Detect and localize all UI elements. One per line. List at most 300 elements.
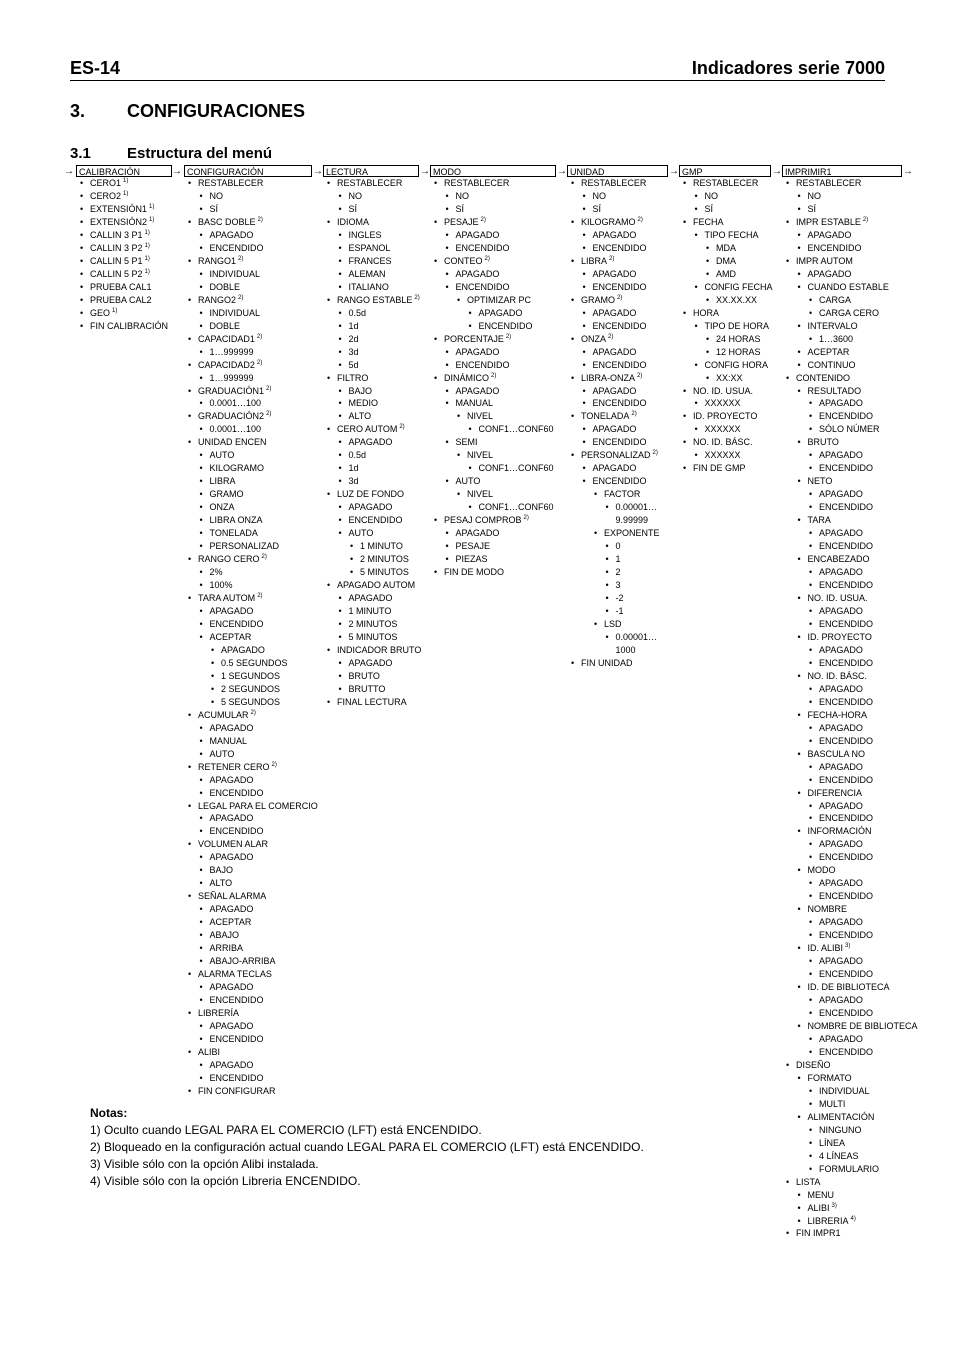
menu-item-label: FIN CONFIGURAR — [198, 1085, 276, 1096]
menu-item — [786, 177, 918, 190]
menu-item-label: ABAJO-ARRIBA — [209, 956, 276, 967]
menu-item — [796, 838, 918, 851]
menu-item-label: LIBRA-ONZA — [581, 372, 636, 383]
bullet-icon: • — [338, 190, 342, 201]
menu-item-label: SÍ — [455, 203, 465, 214]
menu-item-label: SÍ — [704, 203, 714, 214]
menu-item-label: ENCENDIDO — [592, 398, 647, 409]
bullet-icon: • — [797, 631, 801, 642]
bullet-icon: • — [468, 424, 472, 435]
menu-item — [444, 540, 556, 553]
menu-item-label: MANUAL — [209, 735, 248, 746]
menu-item-label: APAGADO — [819, 528, 863, 539]
menu-item-label: ENCENDIDO — [819, 696, 874, 707]
menu-item — [796, 579, 918, 592]
bullet-icon: • — [809, 839, 813, 850]
menu-item-label: ENCENDIDO — [819, 852, 874, 863]
menu-item — [796, 514, 918, 527]
menu-item-label: ENCENDIDO — [592, 281, 647, 292]
menu-item — [444, 320, 556, 333]
bullet-icon: • — [188, 969, 192, 980]
menu-item-list — [683, 177, 773, 475]
bullet-icon: • — [683, 463, 687, 474]
bullet-icon: • — [809, 567, 813, 578]
bullet-icon: • — [457, 489, 461, 500]
menu-item — [796, 527, 918, 540]
menu-item — [198, 787, 318, 800]
menu-item-label: CONTEO — [444, 255, 483, 266]
menu-item — [693, 203, 773, 216]
notes-title: Notas: — [90, 1106, 128, 1120]
bullet-icon: • — [809, 930, 813, 941]
menu-item — [434, 372, 556, 385]
menu-item-label: NO. ID. BÁSC. — [807, 670, 868, 681]
footnote-marker: 2) — [609, 255, 615, 262]
bullet-icon: • — [797, 1111, 801, 1122]
menu-item-label: 5 MINUTOS — [360, 567, 409, 578]
bullet-icon: • — [683, 385, 687, 396]
menu-item — [581, 527, 668, 540]
bullet-icon: • — [199, 1033, 203, 1044]
menu-item-label: BRUTO — [348, 670, 380, 681]
footnote-marker: 2) — [862, 216, 869, 223]
menu-item — [80, 177, 172, 190]
menu-item-label: APAGADO — [209, 982, 254, 993]
bullet-icon: • — [809, 774, 813, 785]
menu-item — [796, 1163, 918, 1176]
menu-item — [337, 346, 421, 359]
bullet-icon: • — [80, 281, 84, 292]
bullet-icon: • — [797, 359, 801, 370]
menu-item — [434, 255, 556, 268]
menu-item-label: 1 MINUTO — [360, 541, 403, 552]
bullet-icon: • — [809, 1033, 813, 1044]
menu-item-label: APAGADO — [221, 644, 265, 655]
menu-item-label: BAJO — [348, 385, 373, 396]
menu-item-list — [188, 177, 318, 1098]
menu-item — [796, 748, 918, 761]
bullet-icon: • — [199, 995, 203, 1006]
bullet-icon: • — [797, 242, 801, 253]
menu-item — [444, 385, 556, 398]
menu-item — [683, 385, 773, 398]
menu-item — [198, 916, 318, 929]
menu-item-label: 5 MINUTOS — [348, 631, 398, 642]
bullet-icon: • — [188, 411, 192, 422]
menu-item — [80, 281, 172, 294]
menu-item-label: FORMATO — [807, 1072, 852, 1083]
menu-column-configuracion — [184, 165, 318, 1098]
menu-item-label: APAGADO — [819, 605, 863, 616]
bullet-icon: • — [797, 787, 801, 798]
menu-item — [581, 566, 668, 579]
menu-column-header: CALIBRACIÓN — [76, 165, 172, 177]
menu-item — [571, 255, 668, 268]
menu-item — [796, 955, 918, 968]
menu-item-label: ENCENDIDO — [455, 242, 510, 253]
menu-item — [434, 216, 556, 229]
menu-item-label: NO. ID. BÁSC. — [693, 437, 753, 448]
menu-item-label: NO — [704, 190, 718, 201]
menu-item-label: EXTENSIÓN2 — [90, 216, 148, 227]
bullet-icon: • — [694, 281, 698, 292]
menu-item — [434, 566, 556, 579]
menu-item-label: PESAJE — [455, 541, 491, 552]
menu-item — [327, 644, 422, 657]
menu-item — [80, 255, 172, 268]
menu-item — [198, 281, 318, 294]
menu-item — [198, 514, 318, 527]
menu-column-calibracion — [76, 165, 172, 333]
bullet-icon: • — [445, 281, 449, 292]
bullet-icon: • — [445, 242, 449, 253]
bullet-icon: • — [199, 813, 203, 824]
bullet-icon: • — [706, 346, 710, 357]
footnote-marker: 2) — [399, 424, 405, 431]
menu-item-label: LSD — [604, 618, 622, 629]
bullet-icon: • — [434, 567, 438, 578]
bullet-icon: • — [797, 229, 801, 240]
menu-item — [444, 488, 556, 501]
bullet-icon: • — [434, 515, 438, 526]
menu-item — [571, 216, 668, 229]
menu-item-label: APAGADO — [592, 307, 637, 318]
menu-item-label: ALEMAN — [348, 268, 386, 279]
menu-item — [796, 942, 918, 955]
menu-item — [434, 514, 556, 527]
menu-item-label: CONTENIDO — [796, 372, 850, 383]
bullet-icon: • — [327, 580, 331, 591]
menu-item — [796, 462, 918, 475]
bullet-icon: • — [199, 190, 203, 201]
bullet-icon: • — [694, 203, 698, 214]
bullet-icon: • — [199, 424, 203, 435]
bullet-icon: • — [211, 683, 215, 694]
menu-item-label: 2 SEGUNDOS — [221, 683, 281, 694]
menu-item-label: NO. ID. USUA. — [807, 593, 868, 603]
bullet-icon: • — [338, 670, 342, 681]
menu-item — [796, 203, 918, 216]
footnote-marker: 2) — [617, 294, 623, 301]
menu-item-label: RESTABLECER — [337, 178, 403, 188]
bullet-icon: • — [445, 385, 449, 396]
bullet-icon: • — [199, 476, 203, 487]
menu-item — [337, 320, 421, 333]
menu-item — [198, 942, 318, 955]
menu-item-label: 1 MINUTO — [348, 605, 392, 616]
menu-item-label: CALLIN 5 P2 — [90, 268, 143, 279]
subsection-title — [70, 145, 272, 162]
bullet-icon: • — [571, 294, 575, 305]
bullet-icon: • — [338, 657, 342, 668]
bullet-icon: • — [797, 268, 801, 279]
menu-item-label: ALIMENTACIÓN — [807, 1111, 875, 1122]
menu-item-label: ENCENDIDO — [819, 657, 874, 668]
menu-item-label: CONFIG HORA — [704, 359, 769, 370]
bullet-icon: • — [797, 1189, 801, 1200]
menu-item — [581, 631, 668, 644]
menu-item — [581, 488, 668, 501]
footnote-marker: 2) — [608, 333, 614, 340]
menu-item-label: APAGADO — [819, 878, 863, 889]
menu-item-label: MDA — [716, 242, 736, 253]
menu-item — [198, 748, 318, 761]
bullet-icon: • — [327, 294, 331, 305]
menu-arrow-icon: → — [772, 166, 782, 177]
bullet-icon: • — [797, 320, 801, 331]
menu-item-label: XXXXXX — [704, 398, 741, 409]
bullet-icon: • — [199, 852, 203, 863]
bullet-icon: • — [797, 1202, 801, 1213]
menu-item-label: PESAJ COMPROB — [444, 515, 522, 526]
menu-item-label: 2 — [615, 567, 621, 578]
menu-item-label: IMPR AUTOM — [796, 255, 853, 266]
menu-item — [444, 268, 556, 281]
menu-item-label: ID. PROYECTO — [807, 631, 872, 642]
menu-item-label: PERSONALIZAD — [209, 541, 280, 552]
menu-item — [327, 696, 421, 709]
menu-item — [434, 177, 556, 190]
menu-item-label: 0 — [615, 541, 621, 552]
bullet-icon: • — [199, 320, 203, 331]
bullet-icon: • — [582, 190, 586, 201]
menu-item-label: PESAJE — [444, 216, 479, 227]
bullet-icon: • — [809, 502, 813, 513]
bullet-icon: • — [605, 593, 609, 603]
menu-item — [198, 994, 318, 1007]
menu-arrow-icon: → — [172, 166, 182, 177]
menu-item-label: ENCENDIDO — [819, 774, 874, 785]
bullet-icon: • — [338, 398, 342, 409]
menu-item-label: CALLIN 3 P1 — [90, 229, 143, 240]
menu-item — [581, 229, 668, 242]
bullet-icon: • — [338, 528, 342, 539]
menu-item — [796, 1150, 918, 1163]
menu-item-label: RANGO ESTABLE — [337, 294, 413, 305]
menu-item — [786, 216, 918, 229]
footnote-marker: 2) — [257, 593, 263, 599]
menu-item — [693, 190, 773, 203]
menu-item — [198, 397, 318, 410]
bullet-icon: • — [350, 554, 354, 565]
menu-item-list — [80, 177, 172, 333]
bullet-icon: • — [786, 255, 790, 266]
menu-item-list — [786, 177, 918, 1240]
menu-item-label: APAGADO — [807, 229, 852, 240]
bullet-icon: • — [571, 411, 575, 422]
bullet-icon: • — [797, 709, 801, 720]
menu-item-label: RESTABLECER — [796, 178, 862, 188]
menu-item — [198, 903, 318, 916]
menu-item — [337, 540, 421, 553]
menu-item-label: NIVEL — [467, 450, 494, 461]
bullet-icon: • — [445, 398, 449, 409]
bullet-icon: • — [605, 541, 609, 552]
menu-item-label: INFORMACIÓN — [807, 826, 872, 837]
menu-item — [693, 229, 773, 242]
bullet-icon: • — [188, 333, 192, 344]
menu-column-header: IMPRIMIR1 — [782, 165, 902, 177]
menu-item-label: APAGADO — [209, 229, 254, 240]
menu-item-label: AUTO — [209, 748, 235, 759]
menu-item-label: NO — [209, 190, 223, 201]
bullet-icon: • — [582, 242, 586, 253]
bullet-icon: • — [327, 644, 331, 655]
bullet-icon: • — [199, 826, 203, 837]
menu-item — [198, 1020, 318, 1033]
menu-item — [796, 1033, 918, 1046]
menu-item-label: NOMBRE — [807, 904, 848, 915]
menu-item — [581, 579, 668, 592]
bullet-icon: • — [199, 203, 203, 214]
menu-item — [571, 372, 668, 385]
menu-item — [796, 307, 918, 320]
menu-item-label: APAGADO — [819, 489, 863, 500]
bullet-icon: • — [434, 333, 438, 344]
menu-item — [581, 203, 668, 216]
menu-item — [444, 397, 556, 410]
bullet-icon: • — [199, 307, 203, 318]
menu-item-label: EXPONENTE — [604, 528, 660, 539]
menu-item — [198, 929, 318, 942]
footnote-marker: 1) — [149, 203, 155, 210]
menu-item — [683, 436, 773, 449]
menu-item-label: APAGADO — [455, 385, 500, 396]
bullet-icon: • — [571, 450, 575, 461]
menu-item-label: APAGADO — [819, 567, 863, 578]
menu-item — [337, 683, 421, 696]
bullet-icon: • — [786, 372, 790, 383]
menu-item-label: APAGADO — [819, 450, 863, 461]
menu-item-label: TARA — [807, 515, 831, 526]
bullet-icon: • — [797, 190, 801, 201]
menu-item-label: CONF1…CONF60 — [478, 463, 554, 474]
menu-item — [327, 423, 421, 436]
bullet-icon: • — [199, 917, 203, 928]
menu-column-lectura — [323, 165, 421, 709]
menu-item — [693, 397, 773, 410]
menu-item-label: FRANCES — [348, 255, 392, 266]
menu-item — [188, 800, 318, 813]
bullet-icon: • — [797, 554, 801, 565]
menu-item — [198, 527, 318, 540]
menu-item — [571, 294, 668, 307]
note-line: 3) Visible sólo con la opción Alibi instalada. — [90, 1157, 319, 1171]
menu-column-gmp — [679, 165, 773, 475]
menu-item — [796, 1072, 918, 1085]
bullet-icon: • — [338, 683, 342, 694]
menu-item — [796, 190, 918, 203]
menu-item-label: AMD — [716, 268, 736, 279]
bullet-icon: • — [605, 631, 609, 642]
menu-item — [796, 605, 918, 618]
bullet-icon: • — [797, 670, 801, 681]
bullet-icon: • — [605, 605, 609, 616]
bullet-icon: • — [338, 333, 342, 344]
bullet-icon: • — [199, 450, 203, 461]
footnote-marker: 1) — [144, 255, 150, 262]
menu-item-label: KILOGRAMO — [581, 216, 636, 227]
bullet-icon: • — [571, 255, 575, 266]
menu-item-label: LUZ DE FONDO — [337, 489, 405, 500]
bullet-icon: • — [434, 255, 438, 266]
menu-item — [337, 190, 421, 203]
menu-item — [198, 735, 318, 748]
footnote-marker: 2) — [637, 216, 643, 223]
menu-item — [198, 501, 318, 514]
menu-column-modo — [430, 165, 556, 579]
menu-item — [581, 605, 668, 618]
menu-item — [188, 890, 318, 903]
menu-item-label: APAGADO — [819, 917, 863, 928]
menu-item — [198, 877, 318, 890]
bullet-icon: • — [199, 865, 203, 876]
menu-item — [581, 320, 668, 333]
menu-item-label: ACEPTAR — [807, 346, 850, 357]
bullet-icon: • — [706, 372, 710, 383]
menu-item-label: APAGADO AUTOM — [337, 580, 416, 591]
footnote-marker: 2) — [637, 372, 643, 379]
menu-item — [444, 281, 556, 294]
menu-item — [198, 346, 318, 359]
menu-arrow-icon: → — [557, 166, 567, 177]
menu-item-label: ENCENDIDO — [209, 1033, 264, 1044]
menu-item — [444, 229, 556, 242]
bullet-icon: • — [199, 735, 203, 746]
menu-item-label: MENU — [807, 1189, 834, 1200]
menu-item — [581, 423, 668, 436]
menu-item-label: 1 — [615, 554, 621, 565]
bullet-icon: • — [338, 515, 342, 526]
menu-item-label: CALLIN 3 P2 — [90, 242, 143, 253]
menu-item-label: FINAL LECTURA — [337, 696, 407, 707]
menu-item-label: INDICADOR BRUTO — [337, 644, 422, 655]
menu-item — [198, 372, 318, 385]
menu-item-label: 2d — [348, 333, 359, 344]
menu-item — [337, 592, 421, 605]
menu-item — [796, 475, 918, 488]
menu-item-label: ABAJO — [209, 930, 240, 941]
bullet-icon: • — [338, 359, 342, 370]
menu-item-label: RANGO CERO — [198, 554, 260, 565]
footnote-marker: 2) — [523, 515, 529, 522]
menu-item-label: APAGADO — [807, 268, 852, 279]
menu-item — [198, 851, 318, 864]
menu-item-label: 0.5d — [348, 307, 367, 318]
bullet-icon: • — [706, 294, 710, 305]
menu-item-label: DMA — [716, 255, 736, 266]
bullet-icon: • — [786, 1228, 790, 1239]
bullet-icon: • — [582, 359, 586, 370]
menu-item — [796, 929, 918, 942]
bullet-icon: • — [797, 865, 801, 876]
menu-item-label: ENCENDIDO — [819, 891, 874, 902]
bullet-icon: • — [80, 178, 84, 188]
menu-item-label: RESTABLECER — [693, 178, 759, 188]
menu-item-label: DINÁMICO — [444, 372, 489, 383]
bullet-icon: • — [445, 476, 449, 487]
menu-item — [796, 1007, 918, 1020]
menu-item-label: LIBRA ONZA — [209, 515, 263, 526]
menu-item-label: XX:XX — [716, 372, 743, 383]
menu-item-label: RESTABLECER — [444, 178, 510, 188]
bullet-icon: • — [188, 178, 192, 188]
menu-item — [693, 320, 773, 333]
menu-item-label: ID. ALIBI — [807, 943, 844, 954]
menu-item-label: FECHA — [693, 216, 724, 227]
bullet-icon: • — [188, 1046, 192, 1057]
bullet-icon: • — [809, 1085, 813, 1096]
